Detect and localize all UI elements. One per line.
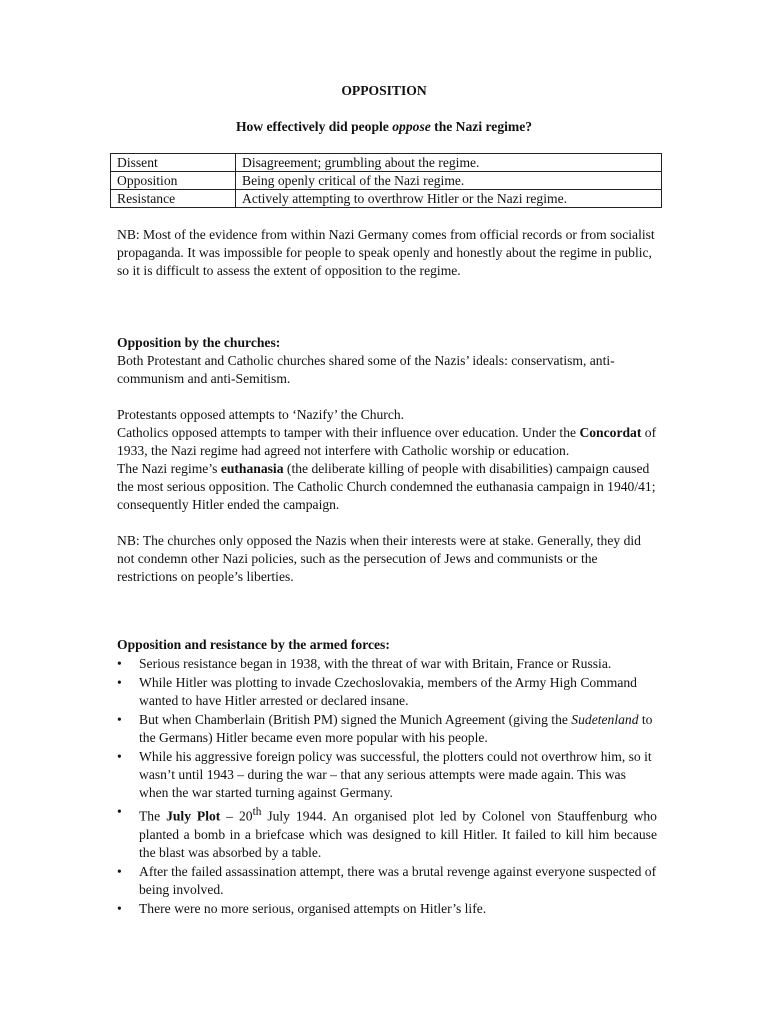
- sudetenland-term: Sudetenland: [571, 712, 639, 727]
- date-superscript: th: [252, 806, 262, 818]
- list-item: [117, 711, 657, 747]
- definition-cell: Disagreement; grumbling about the regime.: [236, 154, 662, 172]
- bullet-text-c: July 1944. An organised plot led by Colonel von Stauffenburg who planted a bomb in a briefcase which was designed to kill Hitler. It failed to kill him because the blast was absorbed by a table.: [139, 808, 657, 860]
- question-text-pre: How effectively did people: [235, 119, 393, 134]
- churches-nb-note: NB: The churches only opposed the Nazis when their interests were at stake. Generally, they did not condemn other Nazi policies, such as the persecution of Jews and communists or the restrictions on people’s liberties.: [117, 533, 641, 584]
- concordat-text-b: of 1933, the Nazi regime had agreed not interfere with Catholic worship or education.: [117, 425, 657, 458]
- euthanasia-text-a: The Nazi regime’s: [117, 461, 221, 476]
- bullet-glyph: •: [117, 900, 122, 916]
- nb-evidence-text: NB: Most of the evidence from within Nazi Germany comes from official records or from socialist propaganda. It was impossible for people to speak openly and honestly about the regime in public, so it is difficult to assess the extent of opposition to the regime.: [117, 227, 655, 278]
- list-item: [117, 803, 657, 862]
- churches-paragraph-2: Protestants opposed attempts to ‘Nazify’ the Church.: [117, 407, 405, 422]
- bullet-text: While his aggressive foreign policy was successful, the plotters could not overthrow him, so it wasn’t until 1943 – during the war – that any serious attempts were made again. This was when the war started turning against Germany.: [139, 749, 652, 800]
- bullet-text: After the failed assassination attempt, there was a brutal revenge against everyone suspected of being involved.: [139, 863, 657, 897]
- question-emphasis: oppose: [392, 119, 431, 134]
- table-row: [111, 172, 662, 190]
- euthanasia-term: euthanasia: [220, 461, 284, 476]
- euthanasia-text-b: (the deliberate killing of people with disabilities) campaign caused the most serious opposition. The Catholic Church condemned the euthanasia campaign in 1940/41; consequently Hitler ended the campaign.: [117, 461, 656, 512]
- armed-forces-bullet-list: [117, 655, 657, 919]
- question-heading: [0, 118, 768, 136]
- list-item: [117, 674, 657, 710]
- churches-section: [117, 334, 657, 586]
- concordat-text-a: Catholics opposed attempts to tamper with their influence over education. Under the: [117, 425, 580, 440]
- bullet-text-b: to the Germans) Hitler became even more popular with his people.: [139, 712, 653, 745]
- bullet-text: Serious resistance began in 1938, with the threat of war with Britain, France or Russia.: [139, 656, 612, 671]
- list-item: [117, 748, 657, 802]
- list-item: [117, 863, 657, 899]
- definition-cell: Being openly critical of the Nazi regime.: [236, 172, 662, 190]
- bullet-glyph: •: [117, 712, 122, 727]
- term-cell: Opposition: [111, 172, 236, 190]
- question-text-post: the Nazi regime?: [430, 119, 533, 134]
- bullet-text: There were no more serious, organised attempts on Hitler’s life.: [139, 900, 487, 916]
- table-row: [111, 154, 662, 172]
- bullet-text-a: But when Chamberlain (British PM) signed the Munich Agreement (giving the: [139, 712, 572, 727]
- churches-paragraph-1: Both Protestant and Catholic churches shared some of the Nazis’ ideals: conservatism, anti-communism and anti-Semitism.: [117, 353, 615, 386]
- bullet-glyph: •: [117, 863, 122, 879]
- bullet-glyph: •: [117, 656, 122, 671]
- nb-evidence-note: [117, 226, 657, 280]
- page-title: OPPOSITION: [341, 83, 427, 98]
- definition-cell: Actively attempting to overthrow Hitler or the Nazi regime.: [236, 190, 662, 208]
- list-item: [117, 900, 657, 918]
- july-plot-term: July Plot: [166, 808, 221, 824]
- concordat-term: Concordat: [579, 425, 642, 440]
- bullet-glyph: •: [117, 675, 122, 690]
- armed-forces-heading-block: [117, 636, 657, 654]
- bullet-text-b: – 20: [220, 808, 253, 824]
- bullet-glyph: •: [117, 749, 122, 764]
- churches-heading: Opposition by the churches:: [117, 335, 281, 350]
- term-cell: Dissent: [111, 154, 236, 172]
- list-item: [117, 655, 657, 673]
- bullet-text-a: The: [139, 808, 167, 824]
- bullet-text: While Hitler was plotting to invade Czechoslovakia, members of the Army High Command wanted to have Hitler arrested or declared insane.: [139, 675, 637, 708]
- bullet-glyph: •: [117, 804, 122, 819]
- armed-forces-heading: Opposition and resistance by the armed forces:: [117, 637, 390, 652]
- definitions-table: [110, 153, 662, 208]
- table-row: [111, 190, 662, 208]
- churches-paragraph-4: [117, 460, 657, 514]
- churches-paragraph-3: [117, 424, 657, 460]
- term-cell: Resistance: [111, 190, 236, 208]
